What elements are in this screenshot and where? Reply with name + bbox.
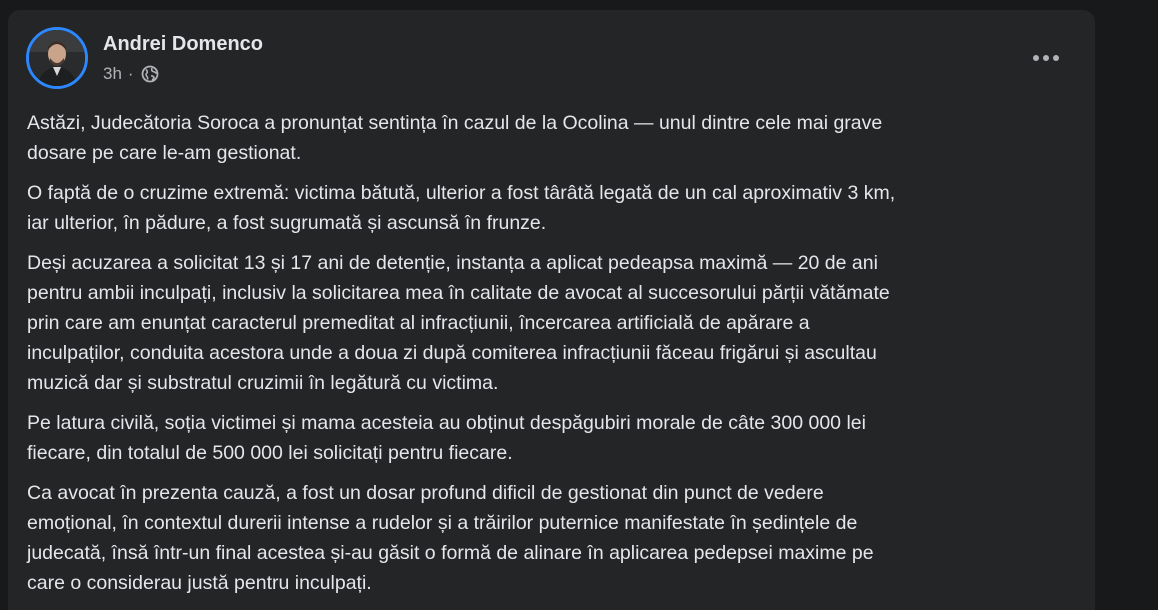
post-paragraph [27,478,1087,598]
text-line: Deși acuzarea a solicitat 13 și 17 ani de detenție, instanța a aplicat pedeapsa maximă — 20 de ani [27,252,878,274]
text-line: O faptă de o cruzime extremă: victima bătută, ulterior a fost târâtă legată de un cal aproximativ 3 km, [27,182,896,204]
text-line: Pe latura civilă, soția victimei și mama acesteia au obținut despăgubiri morale de câte 300 000 lei [27,412,866,434]
text-line: dosare pe care le-am gestionat. [27,142,302,164]
text-line: muzică dar și substratul cruzimii în legătură cu victima. [27,372,499,394]
post-header [8,10,1095,100]
text-line: prin care am enunțat caracterul premeditat al infracțiunii, încercarea artificială de apărare a [27,312,810,334]
avatar-photo-icon [29,30,85,86]
text-line: fiecare, din totalul de 500 000 lei solicitați pentru fiecare. [27,442,513,464]
text-line: care o considerau justă pentru inculpați. [27,572,372,594]
text-line: Ca avocat în prezenta cauză, a fost un dosar profund dificil de gestionat din punct de vedere [27,482,824,504]
author-name[interactable]: Andrei Domenco [103,33,264,55]
avatar[interactable] [26,27,88,89]
globe-icon[interactable] [141,65,159,83]
post-timestamp[interactable]: 3h [103,64,122,83]
post-paragraph [27,178,1087,238]
text-line: iar ulterior, în pădure, a fost sugrumată și ascunsă în frunze. [27,212,547,234]
text-line: judecată, însă într-un final acestea și-au găsit o formă de alinare în aplicarea pedepsei maxime pe [27,542,874,564]
meta-separator: · [127,64,134,83]
text-line: Astăzi, Judecătoria Soroca a pronunțat sentința în cazul de la Ocolina — unul dintre cele mai grave [27,112,883,134]
post-paragraph [27,108,1087,168]
text-line: pentru ambii inculpați, inclusiv la solicitarea mea în calitate de avocat al succesorului părții vătămate [27,282,890,304]
text-line: inculpaților, conduita acestora unde a doua zi după comiterea infracțiunii făceau frigărui și ascultau [27,342,877,364]
more-horizontal-icon [1032,54,1060,62]
post-paragraph [27,408,1087,468]
post-paragraph [27,248,1087,398]
post-body [27,108,1087,608]
post-card [8,10,1095,610]
more-options-button[interactable] [1026,40,1066,76]
text-line: emoțional, în contextul durerii intense a rudelor și a trăirilor puternice manifestate în ședințele de [27,512,858,534]
post-meta [103,63,159,85]
